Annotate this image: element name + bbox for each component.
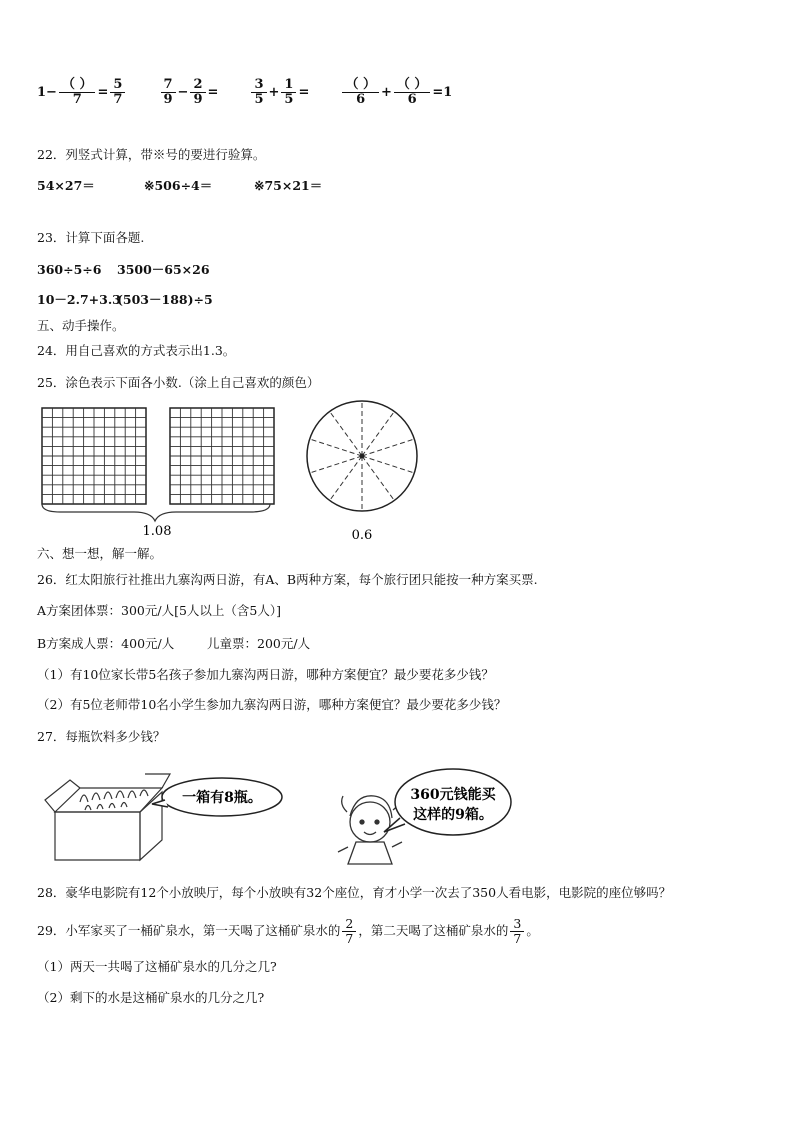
q25-title: 25．涂色表示下面各小数.（涂上自己喜欢的颜色） [37,375,320,390]
q22-items: 54×27＝ ※506÷4＝ ※75×21＝ [37,178,323,193]
q26-sub-2: （2）有5位老师带10名小学生参加九寨沟两日游，哪种方案便宜？最少要花多少钱？ [37,697,507,712]
q23-row1: 360÷5÷6 3500－65×26 [37,262,210,277]
bubble-2-line-2: 这样的9箱。 [413,807,493,823]
q29-sub-1: （1）两天一共喝了这桶矿泉水的几分之几? [37,959,277,974]
fraction: $\frac{5}{7}$ [110,78,125,107]
q27-illustration [0,752,794,872]
q27-title: 27．每瓶饮料多少钱？ [37,729,166,744]
fraction: $\frac{3}{7}$ [510,917,524,946]
hundred-grid-left [42,408,146,504]
q26-title: 26．红太阳旅行社推出九寨沟两日游，有A、B两种方案，每个旅行团只能按一种方案买票. [37,572,538,587]
circle-divided [307,401,417,511]
q25-figures [0,400,794,550]
box-of-bottles-icon [45,774,170,860]
expr-3: $\frac{3}{5}$ + $\frac{1}{5}$ = [249,85,313,100]
expr-2: $\frac{7}{9}$ − $\frac{2}{9}$ = [159,85,223,100]
q23-row2: 10－2.7+3.3(503－188)÷5 [37,292,213,307]
fraction-exercises [37,78,452,107]
expr-1: 1− $\frac{( )}{7}$ = $\frac{5}{7}$ [37,85,132,100]
q28-text: 28．豪华电影院有12个小放映厅，每个小放映有32个座位，育才小学一次去了350人看电影，电影院的座位够吗？ [37,885,672,900]
brace [42,504,270,521]
section-5-heading: 五、动手操作。 [37,318,125,333]
fraction: $\frac{3}{5}$ [251,78,266,107]
fraction: $\frac{7}{9}$ [161,78,176,107]
fraction: $\frac{( )}{6}$ [342,78,379,107]
q22-title: 22．列竖式计算，带※号的要进行验算。 [37,147,266,162]
q29-sub-2: （2）剩下的水是这桶矿泉水的几分之几? [37,990,265,1005]
q26-plan-b: B方案成人票：400元/人 儿童票：200元/人 [37,636,311,651]
section-6-heading: 六、想一想，解一解。 [37,546,163,561]
q23-title: 23．计算下面各题. [37,230,145,245]
grid-label: 1.08 [142,524,172,539]
speech-bubble-1 [152,778,282,816]
fraction: $\frac{2}{9}$ [190,78,205,107]
bubble-2-line-1: 360元钱能买 [410,787,496,803]
q24-text: 24．用自己喜欢的方式表示出1.3。 [37,343,236,358]
fraction: $\frac{( )}{7}$ [59,78,96,107]
fraction: $\frac{2}{7}$ [342,917,356,946]
bubble-1-text: 一箱有8瓶。 [182,790,262,806]
expr-4: $\frac{( )}{6}$ + $\frac{( )}{6}$ =1 [340,85,452,100]
q29-text: 29．小军家买了一桶矿泉水，第一天喝了这桶矿泉水的 $\frac{2}{7}$ ，第二天喝了这桶矿泉水的 $\frac{3}{7}$ 。 [37,916,539,946]
fraction: $\frac{1}{5}$ [281,78,296,107]
hundred-grid-right [170,408,274,504]
fraction: $\frac{( )}{6}$ [394,78,431,107]
q26-sub-1: （1）有10位家长带5名孩子参加九寨沟两日游，哪种方案便宜？最少要花多少钱？ [37,667,494,682]
q26-plan-a: A方案团体票：300元/人[5人以上（含5人）] [37,603,282,618]
speech-bubble-2 [384,769,511,835]
circle-label: 0.6 [351,528,373,543]
